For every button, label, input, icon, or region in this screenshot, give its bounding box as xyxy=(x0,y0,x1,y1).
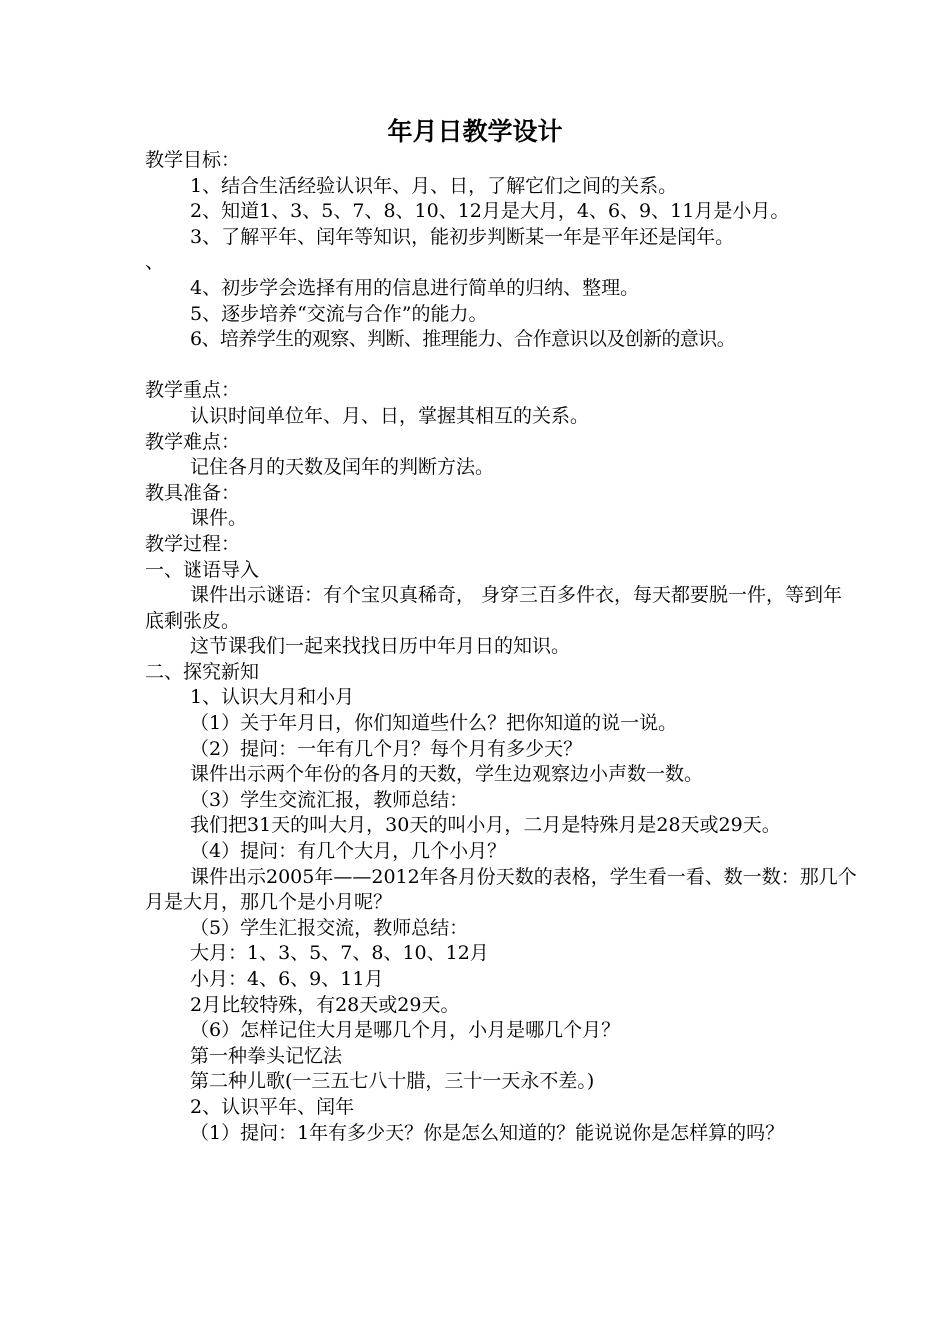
objective-4: 4、初步学会选择有用的信息进行简单的归纳、整理。 xyxy=(190,276,640,299)
memory-method-1: 第一种拳头记忆法 xyxy=(190,1044,343,1067)
memory-method-2: 第二种儿歌(一三五七八十腊，三十一天永不差。) xyxy=(190,1070,595,1093)
step-3-detail: 我们把31天的叫大月，30天的叫小月，二月是特殊月是28天或29天。 xyxy=(190,814,781,837)
february-note: 2月比较特殊，有28天或29天。 xyxy=(190,993,460,1016)
document-title: 年月日教学设计 xyxy=(387,117,563,146)
step-1: （1）关于年月日，你们知道些什么？把你知道的说一说。 xyxy=(190,712,678,735)
objective-2: 2、知道1、3、5、7、8、10、12月是大月，4、6、9、11月是小月。 xyxy=(190,200,790,223)
objective-5: 5、逐步培养“交流与合作”的能力。 xyxy=(190,302,488,325)
intro-text: 这节课我们一起来找找日历中年月日的知识。 xyxy=(190,635,571,658)
step-5: （5）学生汇报交流，教师总结： xyxy=(190,916,469,939)
section-1-title: 一、谜语导入 xyxy=(145,558,260,581)
difficulties-text: 记住各月的天数及闰年的判断方法。 xyxy=(190,456,495,479)
step-4: （4）提问：有几个大月，几个小月？ xyxy=(190,840,507,863)
big-months: 大月：1、3、5、7、8、10、12月 xyxy=(190,942,489,965)
heading-materials: 教具准备： xyxy=(145,481,241,504)
step-leap-1: （1）提问：1年有多少天？你是怎么知道的？能说说你是怎样算的吗？ xyxy=(190,1121,785,1144)
subsection-1-title: 1、认识大月和小月 xyxy=(190,686,355,709)
materials-text: 课件。 xyxy=(190,507,248,530)
subsection-2-title: 2、认识平年、闰年 xyxy=(190,1095,355,1118)
section-2-title: 二、探究新知 xyxy=(145,660,260,683)
objective-1: 1、结合生活经验认识年、月、日，了解它们之间的关系。 xyxy=(190,174,678,197)
document-body xyxy=(145,148,860,1146)
step-3: （3）学生交流汇报，教师总结： xyxy=(190,788,469,811)
key-points-text: 认识时间单位年、月、日，掌握其相互的关系。 xyxy=(190,404,590,427)
blank-line xyxy=(145,353,860,379)
objective-3: 3、了解平年、闰年等知识，能初步判断某一年是平年还是闰年。 xyxy=(190,225,735,248)
step-6: （6）怎样记住大月是哪几个月，小月是哪几个月？ xyxy=(190,1019,621,1042)
heading-process: 教学过程： xyxy=(145,532,241,555)
small-months: 小月：4、6、9、11月 xyxy=(190,968,384,990)
step-4-detail: 课件出示2005年——2012年各月份天数的表格，学生看一看、数一数：那几个月是大月，那几个是小月呢？ xyxy=(145,865,857,914)
heading-key-points: 教学重点： xyxy=(145,379,241,402)
objective-6: 6、培养学生的观察、判断、推理能力、合作意识以及创新的意识。 xyxy=(190,328,736,351)
step-2: （2）提问：一年有几个月？每个月有多少天？ xyxy=(190,737,583,760)
riddle-text: 课件出示谜语：有个宝贝真稀奇， 身穿三百多件衣，每天都要脱一件，等到年底剩张皮。 xyxy=(145,584,843,632)
step-2-detail: 课件出示两个年份的各月的天数，学生边观察边小声数一数。 xyxy=(190,763,704,786)
heading-difficulties: 教学难点： xyxy=(145,430,241,453)
heading-objectives: 教学目标： xyxy=(145,149,241,171)
stray-mark: 、 xyxy=(145,251,165,274)
